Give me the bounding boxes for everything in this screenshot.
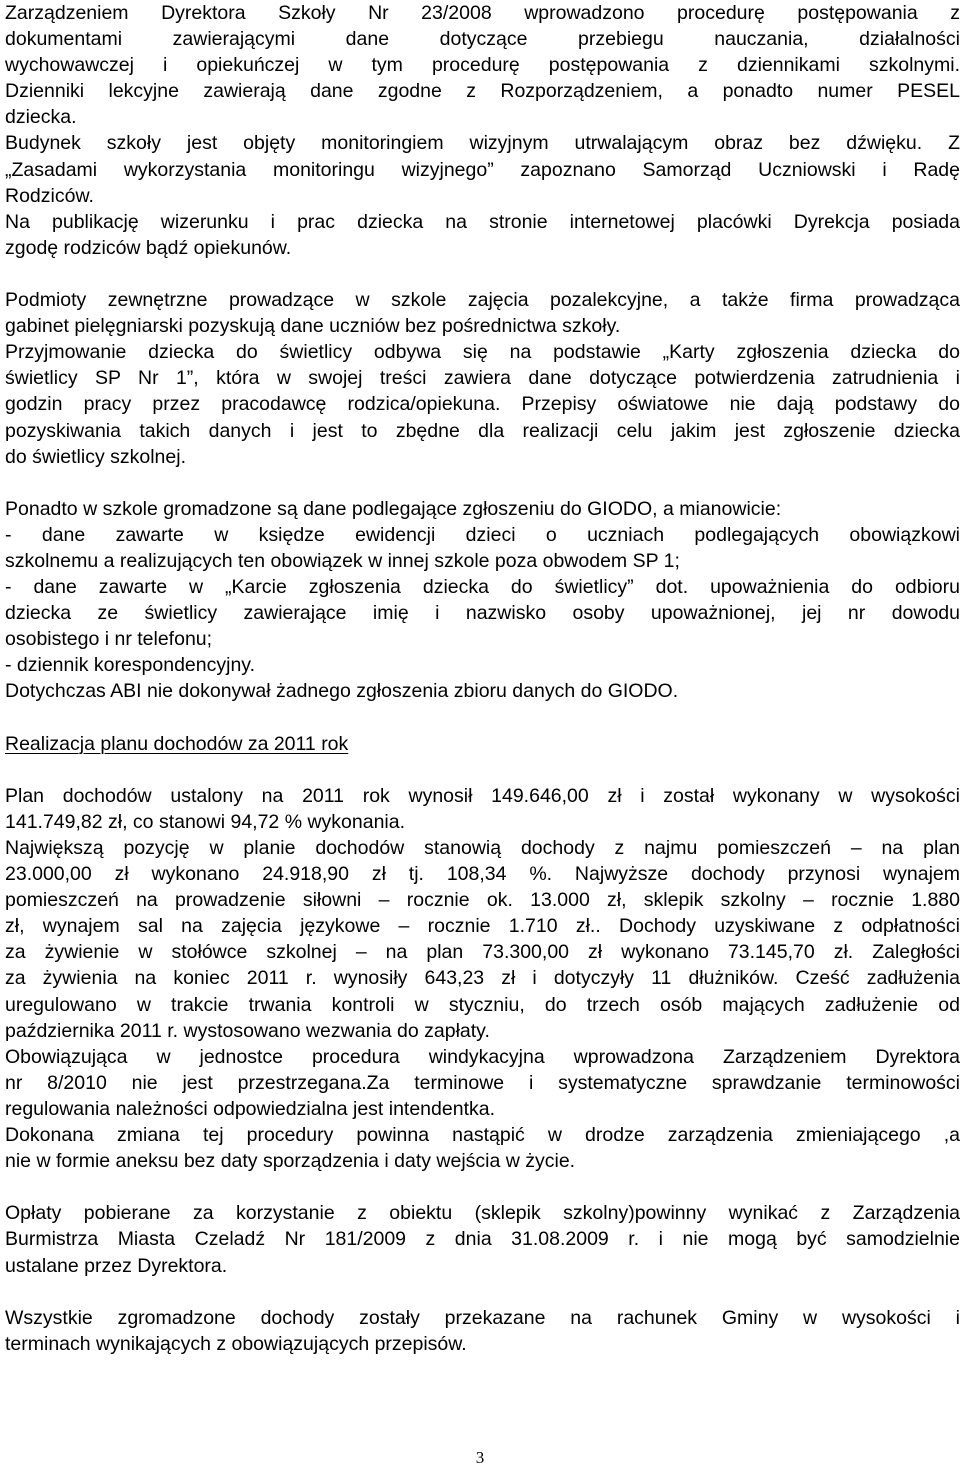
text-line: osobistego i nr telefonu; <box>5 628 213 651</box>
text-line: Podmioty zewnętrzne prowadzące w szkole zajęcia pozalekcyjne, a także firma prowadząca <box>5 289 960 312</box>
text-line: - dane zawarte w „Karcie zgłoszenia dziecka do świetlicy” dot. upoważnienia do odbioru <box>5 576 960 599</box>
text-line: Dzienniki lekcyjne zawierają dane zgodne z Rozporządzeniem, a ponadto numer PESEL <box>5 80 960 103</box>
text-line: - dane zawarte w księdze ewidencji dzieci o uczniach podlegających obowiązkowi <box>5 523 960 546</box>
text-line: Zarządzeniem Dyrektora Szkoły Nr 23/2008 wprowadzono procedurę postępowania z <box>5 2 960 24</box>
text-line: świetlicy SP Nr 1”, która w swojej treści zawiera dane dotyczące potwierdzenia zatrudnienia i <box>5 367 960 390</box>
text-line: Burmistrza Miasta Czeladź Nr 181/2009 z dnia 31.08.2009 r. i nie mogą być samodzielnie <box>5 1228 960 1251</box>
text-line: dziecka. <box>5 106 77 129</box>
text-line: gabinet pielęgniarski pozyskują dane uczniów bez pośrednictwa szkoły. <box>5 315 621 338</box>
text-line: regulowania należności odpowiedzialna jest intendentka. <box>5 1097 495 1120</box>
paragraph-fees <box>5 1200 960 1278</box>
text-line: dziecka ze świetlicy zawierające imię i nazwisko osoby upoważnionej, jej nr dowodu <box>5 602 960 625</box>
text-line: dokumentami zawierającymi dane dotyczące przebiegu nauczania, działalności <box>5 28 960 51</box>
paragraph-external-entities <box>5 287 960 470</box>
text-line: nie w formie aneksu bez daty sporządzenia i daty wejścia w życie. <box>5 1150 576 1173</box>
blank-line <box>5 1174 960 1200</box>
paragraph-procedures <box>5 0 960 261</box>
text-line: wychowawczej i opiekuńczej w tym procedurę postępowania z dziennikami szkolnymi. <box>5 54 960 77</box>
blank-line <box>5 1279 960 1305</box>
text-line: nr 8/2010 nie jest przestrzegana.Za terminowe i systematyczne sprawdzanie terminowości <box>5 1071 960 1094</box>
text-line: Wszystkie zgromadzone dochody zostały przekazane na rachunek Gminy w wysokości i <box>5 1306 960 1329</box>
text-line: pomieszczeń na prowadzenie siłowni – rocznie ok. 13.000 zł, sklepik szkolny – rocznie 1.880 <box>5 889 960 912</box>
paragraph-transfer <box>5 1305 960 1357</box>
text-line: Opłaty pobierane za korzystanie z obiektu (sklepik szkolny)powinny wynikać z Zarządzenia <box>5 1202 960 1225</box>
blank-line <box>5 757 960 783</box>
text-line: uregulowano w trakcie trwania kontroli w styczniu, do trzech osób mających zadłużenie od <box>5 993 960 1016</box>
text-line: Budynek szkoły jest objęty monitoringiem wizyjnym utrwalającym obraz bez dźwięku. Z <box>5 132 960 155</box>
blank-line <box>5 470 960 496</box>
text-line: 141.749,82 zł, co stanowi 94,72 % wykonania. <box>5 810 406 833</box>
document-page <box>5 0 960 1470</box>
text-line: Dotychczas ABI nie dokonywał żadnego zgłoszenia zbioru danych do GIODO. <box>5 680 679 703</box>
paragraph-giodo <box>5 496 960 705</box>
text-line: Rodziców. <box>5 184 94 207</box>
paragraph-income-plan <box>5 783 960 1174</box>
text-line: października 2011 r. wystosowano wezwania do zapłaty. <box>5 1019 490 1042</box>
text-line: Największą pozycję w planie dochodów stanowią dochody z najmu pomieszczeń – na plan <box>5 837 960 859</box>
text-line: Plan dochodów ustalony na 2011 rok wynosił 149.646,00 zł i został wykonany w wysokości <box>5 784 960 807</box>
text-line: ustalane przez Dyrektora. <box>5 1254 228 1277</box>
text-line: Ponadto w szkole gromadzone są dane podlegające zgłoszeniu do GIODO, a mianowicie: <box>5 497 782 520</box>
section-heading: Realizacja planu dochodów za 2011 rok <box>5 732 349 755</box>
text-line: Na publikację wizerunku i prac dziecka na stronie internetowej placówki Dyrekcja posiada <box>5 210 960 233</box>
text-line: zł, wynajem sal na zajęcia językowe – rocznie 1.710 zł.. Dochody uzyskiwane z odpłatności <box>5 915 960 938</box>
text-line: za żywienie w stołówce szkolnej – na plan 73.300,00 zł wykonano 73.145,70 zł. Zaległości <box>5 941 960 964</box>
text-line: Dokonana zmiana tej procedury powinna nastąpić w drodze zarządzenia zmieniającego ,a <box>5 1124 960 1147</box>
blank-line <box>5 705 960 731</box>
text-line: 23.000,00 zł wykonano 24.918,90 zł tj. 108,34 %. Najwyższe dochody przynosi wynajem <box>5 863 960 886</box>
text-line: godzin pracy przez pracodawcę rodzica/opiekuna. Przepisy oświatowe nie dają podstawy do <box>5 393 960 416</box>
text-line: do świetlicy szkolnej. <box>5 445 186 468</box>
text-line: - dziennik korespondencyjny. <box>5 654 256 677</box>
page-number: 3 <box>475 1448 485 1467</box>
text-line: szkolnemu a realizujących ten obowiązek w innej szkole poza obwodem SP 1; <box>5 549 680 572</box>
blank-line <box>5 261 960 287</box>
text-line: zgodę rodziców bądź opiekunów. <box>5 236 292 259</box>
text-line: Przyjmowanie dziecka do świetlicy odbywa się na podstawie „Karty zgłoszenia dziecka do <box>5 341 960 364</box>
text-line: za żywienia na koniec 2011 r. wynosiły 643,23 zł i dotyczyły 11 dłużników. Cześć zadłużenia <box>5 967 960 990</box>
text-line: Obowiązująca w jednostce procedura windykacyjna wprowadzona Zarządzeniem Dyrektora <box>5 1045 960 1068</box>
text-line: „Zasadami wykorzystania monitoringu wizyjnego” zapoznano Samorząd Uczniowski i Radę <box>5 158 960 181</box>
text-line: terminach wynikających z obowiązujących przepisów. <box>5 1332 467 1355</box>
text-line: pozyskiwania takich danych i jest to zbędne dla realizacji celu jakim jest zgłoszenie dziecka <box>5 419 960 442</box>
